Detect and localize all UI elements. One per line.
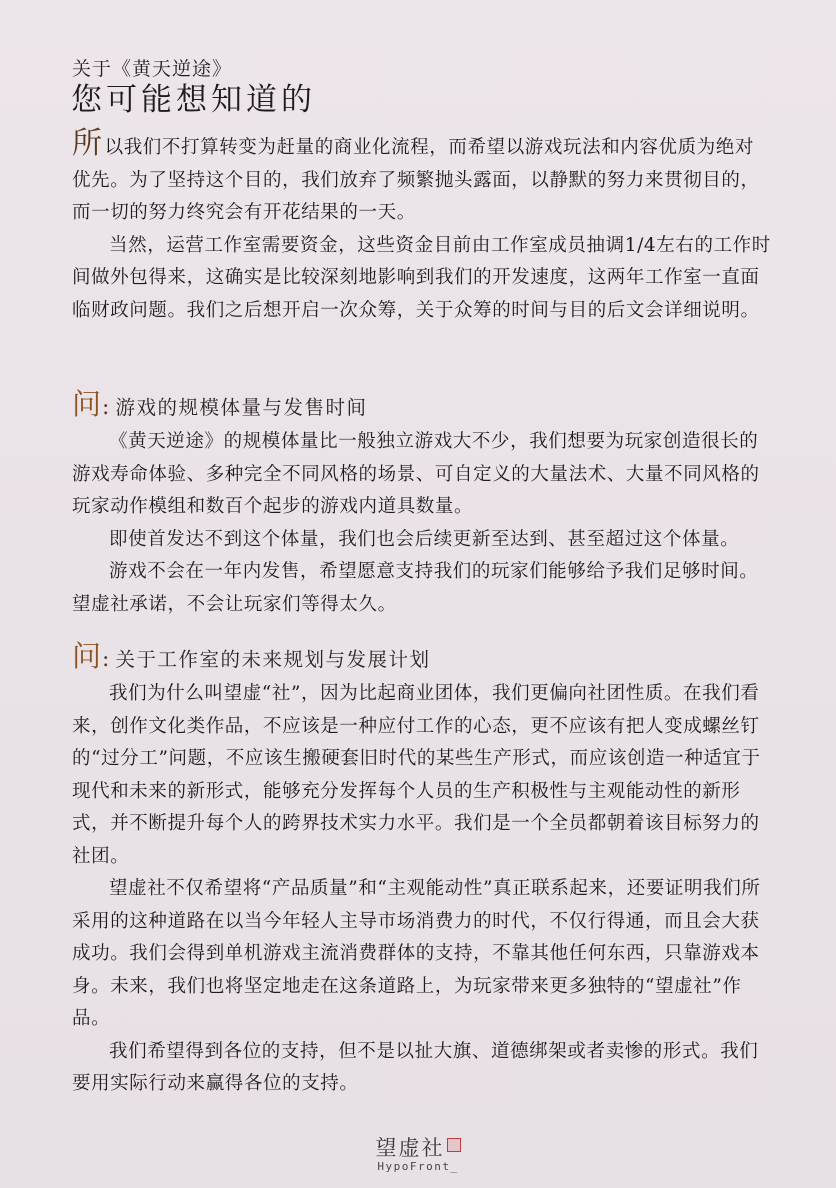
seal-icon bbox=[447, 1138, 461, 1152]
question-mark-label: 问 bbox=[72, 639, 102, 673]
studio-logo bbox=[0, 1136, 836, 1174]
question-mark-label: 问 bbox=[72, 387, 102, 421]
section-title: 关于工作室的未来规划与发展计划 bbox=[115, 648, 431, 671]
header-subtitle: 关于《黄天逆途》 bbox=[72, 58, 233, 80]
section-paragraph: 即使首发达不到这个体量，我们也会后续更新至达到、甚至超过这个体量。 bbox=[109, 528, 740, 550]
logo-wordmark bbox=[0, 1136, 836, 1160]
section-paragraph: 《黄天逆途》的规模体量比一般独立游戏大不少，我们想要为玩家创造很长的游戏寿命体验、多种完全不同风格的场景、可自定义的大量法术、大量不同风格的玩家动作模组和数百个起步的游戏内道具数量。 bbox=[72, 431, 760, 517]
dropcap: 所 bbox=[72, 126, 103, 161]
question-colon: : bbox=[102, 647, 110, 672]
logo-en-text: HypoFront_ bbox=[377, 1160, 459, 1173]
logo-cn-text: 望虚社 bbox=[375, 1136, 445, 1160]
question-colon: : bbox=[102, 395, 110, 420]
faq-section-future bbox=[72, 636, 772, 1101]
intro-paragraph-1-text: 以我们不打算转变为赶量的商业化流程，而希望以游戏玩法和内容优质为绝对优先。为了坚持这个目的，我们放弃了频繁抛头露面，以静默的努力来贯彻目的，而一切的努力终究会有开花结果的一天。 bbox=[72, 137, 760, 223]
section-heading bbox=[72, 384, 772, 426]
intro-paragraph-2: 当然，运营工作室需要资金，这些资金目前由工作室成员抽调1/4左右的工作时间做外包得来，这确实是比较深刻地影响到我们的开发速度，这两年工作室一直面临财政问题。我们之后想开启一次众筹，关于众筹的时间与目的后文会详细说明。 bbox=[72, 234, 771, 321]
section-title: 游戏的规模体量与发售时间 bbox=[115, 396, 368, 419]
section-heading bbox=[72, 636, 772, 678]
faq-section-scale bbox=[72, 384, 772, 621]
section-paragraph: 我们为什么叫望虚“社”，因为比起商业团体，我们更偏向社团性质。在我们看来，创作文化类作品，不应该是一种应付工作的心态，更不应该有把人变成螺丝钉的“过分工”问题，不应该生搬硬套旧时代的某些生产形式，而应该创造一种适宜于现代和未来的新形式，能够充分发挥每个人员的生产积极性与主观能动性的新形式，并不断提升每个人的跨界技术实力水平。我们是一个全员都朝着该目标努力的社团。 bbox=[72, 683, 761, 867]
section-paragraph: 望虚社不仅希望将“产品质量”和“主观能动性”真正联系起来，还要证明我们所采用的这种道路在以当今年轻人主导市场消费力的时代，不仅行得通，而且会大获成功。我们会得到单机游戏主流消费群体的支持，不靠其他任何东西，只靠游戏本身。未来，我们也将坚定地走在这条道路上，为玩家带来更多独特的“望虚社”作品。 bbox=[72, 878, 761, 1029]
section-paragraph: 我们希望得到各位的支持，但不是以扯大旗、道德绑架或者卖惨的形式。我们要用实际行动来赢得各位的支持。 bbox=[72, 1040, 759, 1094]
intro-paragraph-1 bbox=[72, 126, 772, 230]
intro-section bbox=[72, 126, 772, 327]
section-paragraph: 游戏不会在一年内发售，希望愿意支持我们的玩家们能够给予我们足够时间。望虚社承诺，不会让玩家们等得太久。 bbox=[72, 561, 759, 615]
page-title: 您可能想知道的 bbox=[71, 82, 316, 118]
